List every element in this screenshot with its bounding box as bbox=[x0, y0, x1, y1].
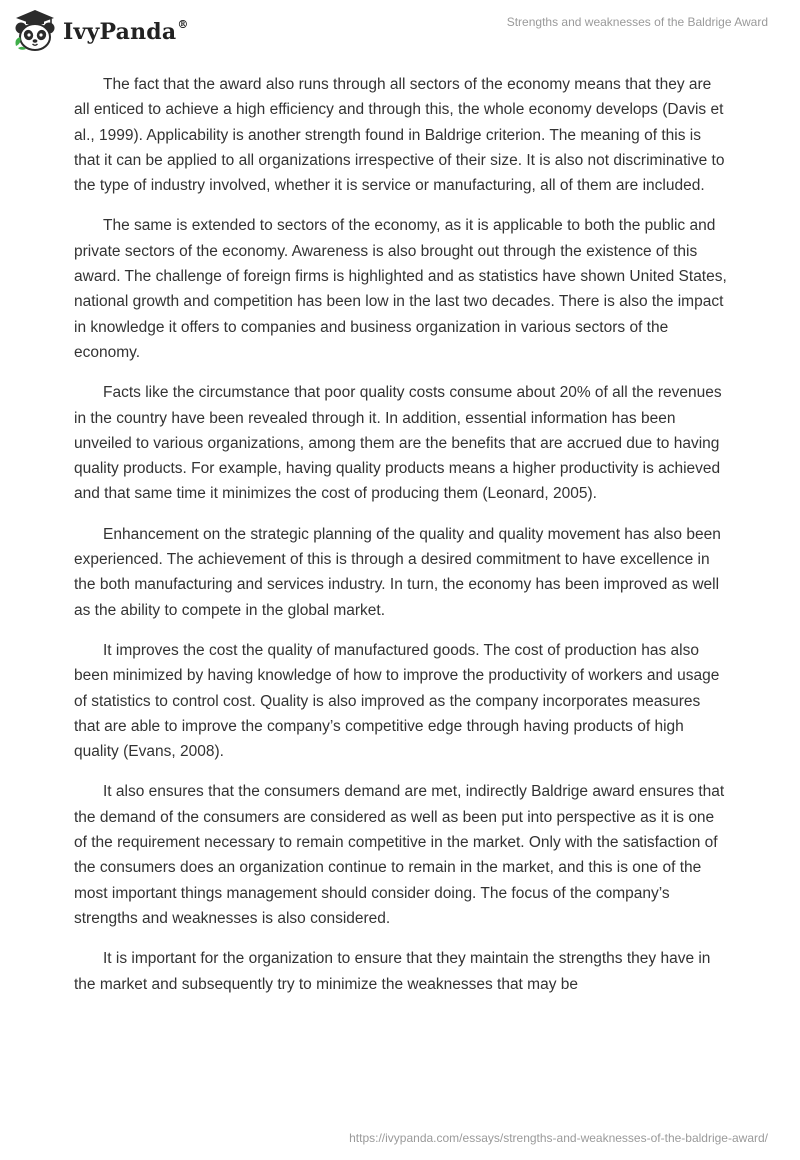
paragraph: It improves the cost the quality of manufactured goods. The cost of production has also been minimized by having knowledge of how to improve the productivity of workers and usage of statistics to control cost. Quality is also improved as the company incorporates measures that are able to improve the company’s competitive edge through having products of high quality (Evans, 2008). bbox=[74, 641, 720, 761]
panda-graduate-icon bbox=[12, 8, 58, 52]
brand-name-text: IvyPanda bbox=[63, 19, 177, 45]
source-url-link[interactable]: https://ivypanda.com/essays/strengths-and-weaknesses-of-the-baldrige-award/ bbox=[349, 1131, 768, 1145]
paragraph: The same is extended to sectors of the economy, as it is applicable to both the public and private sectors of the economy. Awareness is also brought out through the existence of this award. The challenge of foreign firms is highlighted and as statistics have shown United States, national growth and competition has been low in the last two decades. There is also the impact in knowledge it offers to companies and business organization in various sectors of the economy. bbox=[74, 217, 727, 361]
page-header bbox=[0, 0, 800, 60]
essay-body bbox=[74, 72, 730, 1012]
paragraph: It also ensures that the consumers demand are met, indirectly Baldrige award ensures that the demand of the consumers are considered as well as been put into perspective as it is one of the requirement necessary to remain competitive in the market. Only with the satisfaction of the consumers does an organization continue to remain in the market, and this is one of the most important things management should consider doing. The focus of the company’s strengths and weaknesses is also considered. bbox=[74, 783, 725, 927]
paragraph: The fact that the award also runs through all sectors of the economy means that they are all enticed to achieve a high efficiency and through this, the whole economy develops (Davis et al., 1999). Applicability is another strength found in Baldrige criterion. The meaning of this is that it can be applied to all organizations irrespective of their size. It is also not discriminative to the type of industry involved, whether it is service or manufacturing, all of them are included. bbox=[74, 76, 725, 195]
ivypanda-logo[interactable] bbox=[12, 8, 189, 52]
paragraph: Facts like the circumstance that poor quality costs consume about 20% of all the revenues in the country have been revealed through it. In addition, essential information has been unveiled to various organizations, among them are the benefits that are accrued due to having quality products. For example, having quality products means a higher productivity is achieved and that same time it minimizes the cost of producing them (Leonard, 2005). bbox=[74, 384, 722, 503]
paragraph: It is important for the organization to ensure that they maintain the strengths they have in the market and subsequently try to minimize the weaknesses that may be bbox=[74, 950, 711, 993]
paragraph: Enhancement on the strategic planning of the quality and quality movement has also been experienced. The achievement of this is through a desired commitment to have excellence in the both manufacturing and services industry. In turn, the economy has been improved as well as the ability to compete in the global market. bbox=[74, 525, 721, 619]
document-title: Strengths and weaknesses of the Baldrige Award bbox=[506, 15, 768, 29]
registered-mark: ® bbox=[177, 17, 189, 31]
brand-name bbox=[63, 19, 189, 45]
